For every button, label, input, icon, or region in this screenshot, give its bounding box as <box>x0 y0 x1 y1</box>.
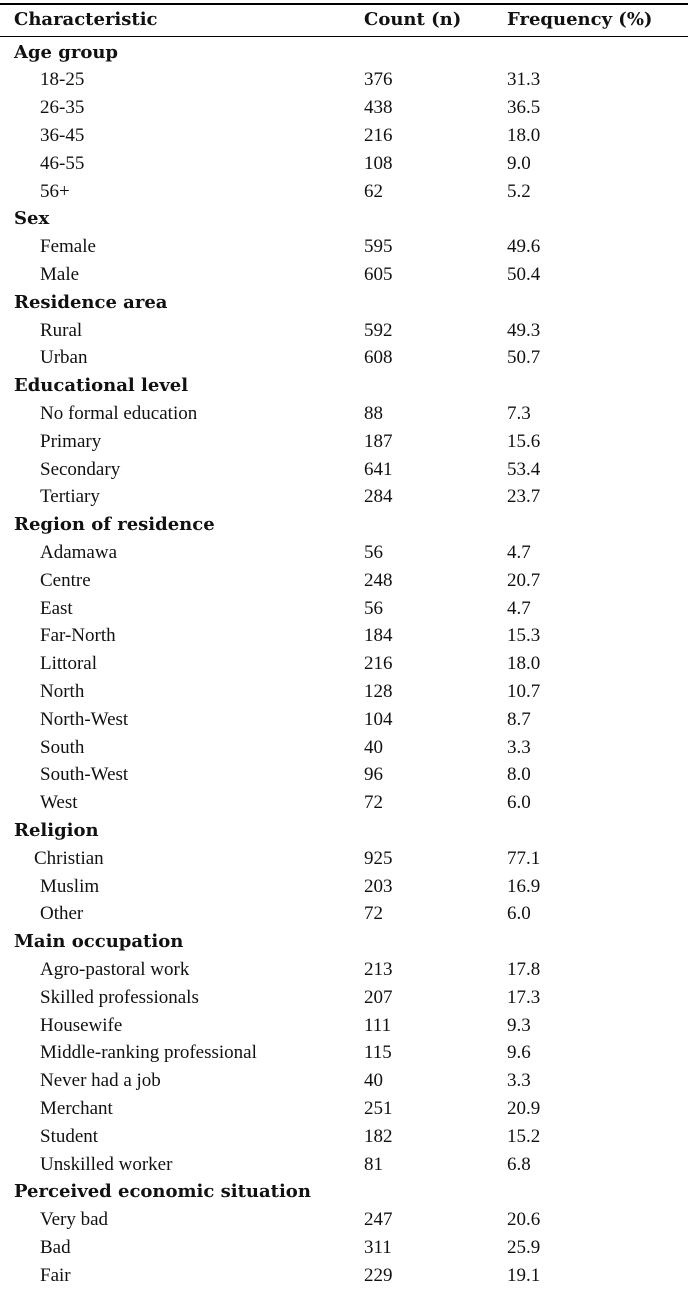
row-count: 115 <box>364 1042 392 1064</box>
row-label: Centre <box>40 569 91 591</box>
table-top-rule <box>0 3 688 5</box>
table-row <box>0 1095 688 1123</box>
row-label: North-West <box>40 708 129 730</box>
table-row <box>0 1234 688 1262</box>
row-label: Agro-pastoral work <box>40 958 190 980</box>
row-count: 81 <box>364 1153 383 1175</box>
row-frequency: 6.8 <box>507 1153 531 1175</box>
row-frequency: 19.1 <box>507 1264 541 1286</box>
row-frequency: 18.0 <box>507 653 541 675</box>
section-title: Sex <box>14 208 50 230</box>
row-label: 56+ <box>40 180 70 202</box>
row-frequency: 6.0 <box>507 792 531 814</box>
table-row <box>0 94 688 122</box>
row-frequency: 77.1 <box>507 847 541 869</box>
row-label: Littoral <box>40 653 97 675</box>
row-count: 438 <box>364 97 393 119</box>
row-label: Fair <box>40 1264 71 1286</box>
row-count: 207 <box>364 986 393 1008</box>
row-count: 595 <box>364 236 393 258</box>
row-label: 18-25 <box>40 69 85 91</box>
row-count: 56 <box>364 541 383 563</box>
row-frequency: 16.9 <box>507 875 541 897</box>
row-frequency: 31.3 <box>507 69 541 91</box>
row-count: 182 <box>364 1125 393 1147</box>
row-frequency: 7.3 <box>507 402 531 424</box>
row-count: 88 <box>364 402 383 424</box>
row-count: 608 <box>364 347 393 369</box>
row-count: 216 <box>364 653 393 675</box>
row-count: 641 <box>364 458 393 480</box>
row-label: Housewife <box>40 1014 123 1036</box>
row-count: 96 <box>364 764 383 786</box>
section-heading-row <box>0 928 688 956</box>
row-label: Merchant <box>40 1097 113 1119</box>
row-count: 376 <box>364 69 393 91</box>
row-frequency: 15.6 <box>507 430 541 452</box>
table-row <box>0 650 688 678</box>
row-label: Middle-ranking professional <box>40 1042 257 1064</box>
table-row <box>0 956 688 984</box>
table-row <box>0 178 688 206</box>
row-count: 213 <box>364 958 393 980</box>
row-frequency: 53.4 <box>507 458 541 480</box>
table-row <box>0 122 688 150</box>
row-count: 284 <box>364 486 393 508</box>
row-label: South-West <box>40 764 129 786</box>
row-count: 187 <box>364 430 393 452</box>
row-frequency: 18.0 <box>507 124 541 146</box>
row-label: North <box>40 680 85 702</box>
row-count: 72 <box>364 792 383 814</box>
row-frequency: 20.7 <box>507 569 541 591</box>
row-frequency: 50.7 <box>507 347 541 369</box>
row-label: Female <box>40 236 96 258</box>
table-row <box>0 678 688 706</box>
table-row <box>0 595 688 623</box>
row-count: 925 <box>364 847 393 869</box>
table-row <box>0 317 688 345</box>
table-row <box>0 1012 688 1040</box>
table-row <box>0 456 688 484</box>
row-label: Adamawa <box>40 541 118 563</box>
row-count: 108 <box>364 152 393 174</box>
row-frequency: 9.6 <box>507 1042 531 1064</box>
row-count: 128 <box>364 680 393 702</box>
table-row <box>0 873 688 901</box>
row-label: Christian <box>34 847 104 869</box>
row-frequency: 17.8 <box>507 958 541 980</box>
section-title: Educational level <box>14 375 189 397</box>
table-row <box>0 761 688 789</box>
row-frequency: 15.2 <box>507 1125 541 1147</box>
row-frequency: 10.7 <box>507 680 541 702</box>
row-count: 216 <box>364 124 393 146</box>
row-count: 248 <box>364 569 393 591</box>
row-frequency: 6.0 <box>507 903 531 925</box>
table-row <box>0 734 688 762</box>
table-row <box>0 400 688 428</box>
row-label: Student <box>40 1125 99 1147</box>
row-frequency: 49.6 <box>507 236 541 258</box>
row-label: Urban <box>40 347 88 369</box>
section-heading-row <box>0 817 688 845</box>
row-label: Never had a job <box>40 1070 161 1092</box>
row-count: 111 <box>364 1014 392 1036</box>
table-row <box>0 150 688 178</box>
row-label: Bad <box>40 1236 71 1258</box>
row-frequency: 20.6 <box>507 1209 541 1231</box>
row-label: East <box>40 597 73 619</box>
row-count: 184 <box>364 625 393 647</box>
row-label: Male <box>40 263 80 285</box>
row-frequency: 8.7 <box>507 708 531 730</box>
table-row <box>0 706 688 734</box>
section-title: Perceived economic situation <box>14 1181 311 1203</box>
table-row <box>0 1151 688 1179</box>
row-frequency: 50.4 <box>507 263 541 285</box>
section-heading-row <box>0 205 688 233</box>
row-count: 229 <box>364 1264 393 1286</box>
row-count: 605 <box>364 263 393 285</box>
row-frequency: 3.3 <box>507 736 531 758</box>
row-label: South <box>40 736 85 758</box>
table-row <box>0 622 688 650</box>
section-heading-row <box>0 372 688 400</box>
row-frequency: 4.7 <box>507 541 531 563</box>
row-frequency: 20.9 <box>507 1097 541 1119</box>
section-heading-row <box>0 511 688 539</box>
section-title: Age group <box>14 41 119 63</box>
row-count: 104 <box>364 708 393 730</box>
table-row <box>0 1262 688 1289</box>
table-row <box>0 483 688 511</box>
table-row <box>0 984 688 1012</box>
row-label: 46-55 <box>40 152 85 174</box>
section-title: Main occupation <box>14 931 184 953</box>
row-label: Secondary <box>40 458 121 480</box>
row-label: Far-North <box>40 625 116 647</box>
row-label: 36-45 <box>40 124 85 146</box>
row-frequency: 17.3 <box>507 986 541 1008</box>
row-count: 251 <box>364 1097 393 1119</box>
table-row <box>0 1039 688 1067</box>
section-title: Region of residence <box>14 514 215 536</box>
row-label: 26-35 <box>40 97 85 119</box>
row-count: 592 <box>364 319 393 341</box>
table-row <box>0 233 688 261</box>
table-header-rule <box>0 36 688 37</box>
header-count: Count (n) <box>364 9 462 30</box>
row-label: Other <box>40 903 84 925</box>
table-row <box>0 567 688 595</box>
section-title: Residence area <box>14 291 168 313</box>
row-label: Unskilled worker <box>40 1153 173 1175</box>
row-label: Very bad <box>40 1209 109 1231</box>
row-frequency: 3.3 <box>507 1070 531 1092</box>
row-label: No formal education <box>40 402 198 424</box>
table-row <box>0 428 688 456</box>
row-count: 56 <box>364 597 383 619</box>
row-label: West <box>40 792 78 814</box>
table-row <box>0 1067 688 1095</box>
header-characteristic: Characteristic <box>14 9 158 30</box>
section-heading-row <box>0 289 688 317</box>
table-row <box>0 1123 688 1151</box>
header-frequency: Frequency (%) <box>507 9 653 30</box>
table-row <box>0 344 688 372</box>
row-frequency: 25.9 <box>507 1236 541 1258</box>
row-frequency: 9.0 <box>507 152 531 174</box>
row-label: Rural <box>40 319 83 341</box>
row-count: 40 <box>364 736 383 758</box>
table-row <box>0 1206 688 1234</box>
section-heading-row <box>0 1178 688 1206</box>
row-label: Tertiary <box>40 486 100 508</box>
row-frequency: 15.3 <box>507 625 541 647</box>
section-heading-row <box>0 39 688 67</box>
table-row <box>0 261 688 289</box>
row-count: 62 <box>364 180 383 202</box>
row-count: 72 <box>364 903 383 925</box>
row-label: Muslim <box>40 875 100 897</box>
table-row <box>0 66 688 94</box>
table-header-row <box>0 6 688 34</box>
row-frequency: 23.7 <box>507 486 541 508</box>
row-frequency: 4.7 <box>507 597 531 619</box>
row-count: 40 <box>364 1070 383 1092</box>
row-label: Skilled professionals <box>40 986 199 1008</box>
table-row <box>0 845 688 873</box>
section-title: Religion <box>14 819 99 841</box>
row-count: 311 <box>364 1236 392 1258</box>
row-frequency: 36.5 <box>507 97 541 119</box>
row-frequency: 49.3 <box>507 319 541 341</box>
row-frequency: 8.0 <box>507 764 531 786</box>
table-row <box>0 539 688 567</box>
row-count: 247 <box>364 1209 393 1231</box>
table-row <box>0 900 688 928</box>
row-count: 203 <box>364 875 393 897</box>
table-row <box>0 789 688 817</box>
row-label: Primary <box>40 430 102 452</box>
row-frequency: 9.3 <box>507 1014 531 1036</box>
row-frequency: 5.2 <box>507 180 531 202</box>
